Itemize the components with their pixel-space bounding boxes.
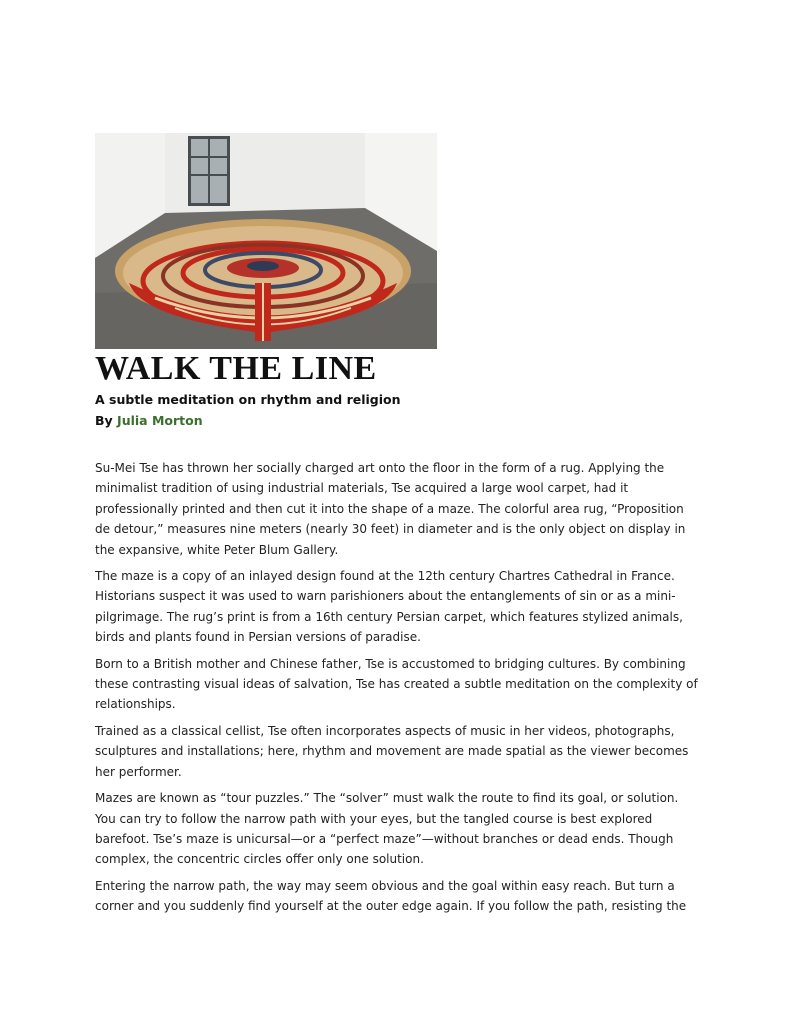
byline-prefix: By — [95, 413, 113, 428]
article-subhead: A subtle meditation on rhythm and religion — [95, 392, 401, 407]
article-headline: WALK THE LINE — [95, 350, 377, 387]
paragraph-1: Su-Mei Tse has thrown her socially charged art onto the floor in the form of a rug. Applying the minimalist tradition of using industrial materials, Tse acquired a large wool carpet, had it professionally printed and then cut it into the shape of a maze. The colorful area rug, “Proposition de detour,” measures nine meters (nearly 30 feet) in diameter and is the only object on display in the expansive, white Peter Blum Gallery. — [95, 461, 686, 557]
byline — [95, 413, 203, 428]
paragraph-3: Born to a British mother and Chinese father, Tse is accustomed to bridging cultures. By combining these contrasting visual ideas of salvation, Tse has created a subtle meditation on the complexity of relationships. — [95, 656, 698, 712]
maze-rug-illustration — [95, 133, 437, 349]
paragraph-2: The maze is a copy of an inlayed design found at the 12th century Chartres Cathedral in France. Historians suspect it was used to warn parishioners about the entanglements of sin or as a mini-pilgrimage. The rug’s print is from a 16th century Persian carpet, which features stylized animals, birds and plants found in Persian versions of paradise. — [95, 569, 683, 645]
author-link[interactable]: Julia Morton — [117, 413, 203, 428]
maze-rug-photo — [95, 133, 437, 349]
paragraph-5: Mazes are known as “tour puzzles.” The “solver” must walk the route to find its goal, or solution. You can try to follow the narrow path with your eyes, but the tangled course is best explored barefoot. Tse’s maze is unicursal—or a “perfect maze”—without branches or dead ends. Though complex, the concentric circles offer only one solution. — [95, 791, 679, 867]
article-body — [95, 458, 699, 923]
paragraph-4: Trained as a classical cellist, Tse often incorporates aspects of music in her videos, photographs, sculptures and installations; here, rhythm and movement are made spatial as the viewer becomes her performer. — [95, 723, 689, 779]
paragraph-6: Entering the narrow path, the way may seem obvious and the goal within easy reach. But turn a corner and you suddenly find yourself at the outer edge again. If you follow the path, resisting the — [95, 878, 687, 914]
